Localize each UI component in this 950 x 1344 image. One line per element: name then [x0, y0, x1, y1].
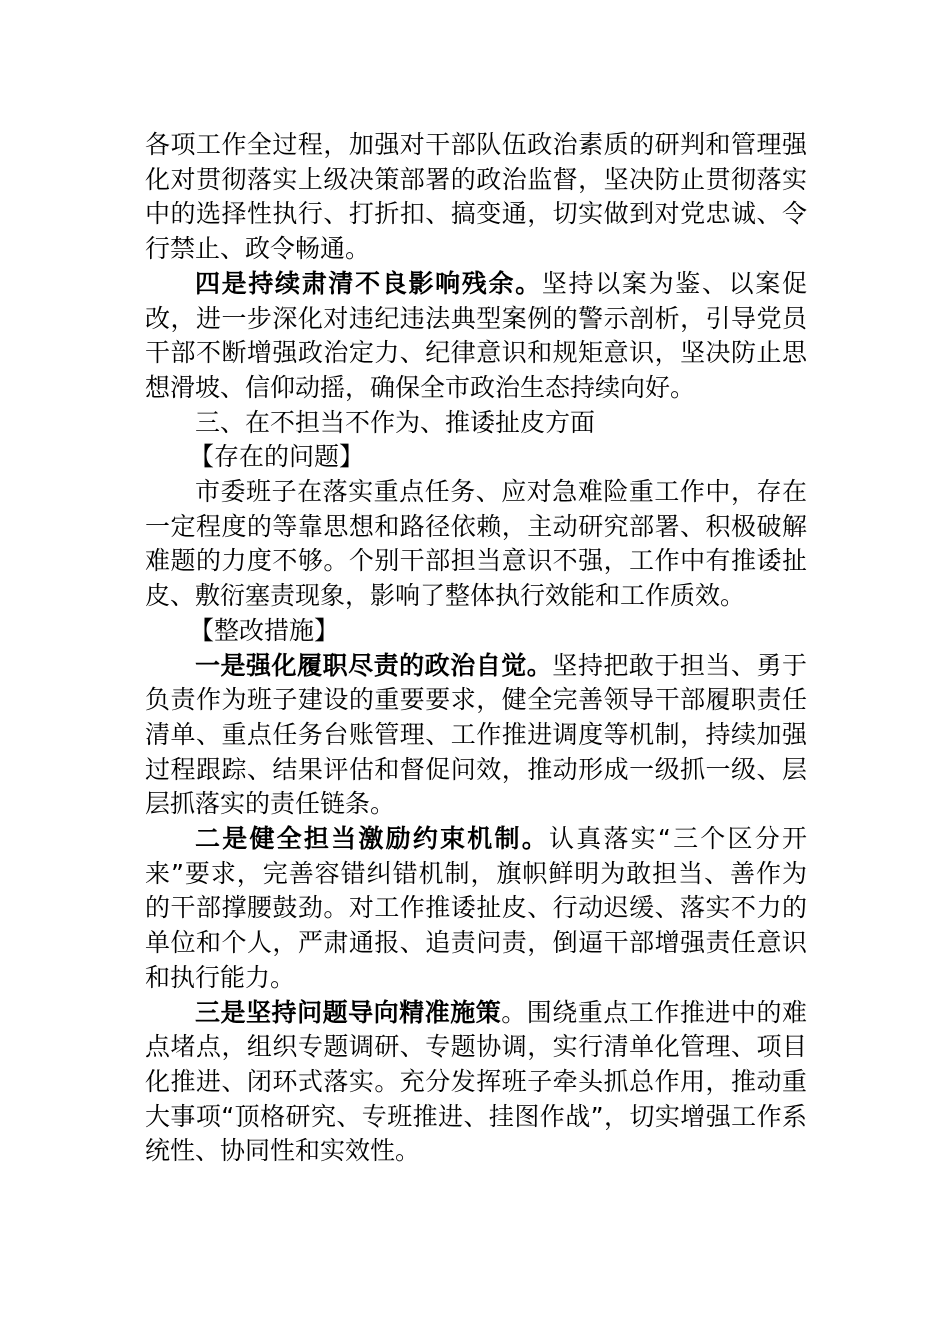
measure-one-body: 坚持把敢于担当、勇于负责作为班子建设的重要要求，健全完善领导干部履职责任清单、重点任务台账管理、工作推进调度等机制，持续加强过程跟踪、结果评估和督促问效，推动形成一级抓一级、层层抓落实的责任链条。: [145, 650, 807, 819]
paragraph-measure-one: [145, 649, 807, 823]
paragraph-measure-three: [145, 996, 807, 1170]
paragraph-measure-two: [145, 822, 807, 996]
measure-three-lead: 三是坚持问题导向精准施策: [195, 997, 502, 1027]
problems-text: 市委班子在落实重点任务、应对急难险重工作中，存在一定程度的等靠思想和路径依赖，主动研究部署、积极破解难题的力度不够。个别干部担当意识不强，工作中有推诿扯皮、敷衍塞责现象，影响了整体执行效能和工作质效。: [145, 477, 807, 611]
measures-label: 【整改措施】: [189, 615, 340, 645]
measure-two-lead: 二是健全担当激励约束机制。: [195, 824, 549, 854]
measure-two-body: 认真落实“三个区分开来”要求，完善容错纠错机制，旗帜鲜明为敢担当、善作为的干部撑腰鼓劲。对工作推诿扯皮、行动迟缓、落实不力的单位和个人，严肃通报、追责问责，倒逼干部增强责任意识和执行能力。: [145, 824, 807, 992]
document-body: [145, 128, 807, 1169]
paragraph-measure-four: [145, 267, 807, 406]
problems-label: 【存在的问题】: [189, 442, 365, 472]
measure-one-lead: 一是强化履职尽责的政治自觉。: [195, 650, 553, 680]
section-three-heading: 三、在不担当不作为、推诿扯皮方面: [195, 407, 596, 437]
paragraph-continued: [145, 128, 807, 267]
measure-four-lead: 四是持续肃清不良影响残余。: [195, 268, 542, 298]
paragraph-problems: [145, 475, 807, 614]
measure-three-body: 。围绕重点工作推进中的难点堵点，组织专题调研、专题协调，实行清单化管理、项目化推进、闭环式落实。充分发挥班子牵头抓总作用，推动重大事项“顶格研究、专班推进、挂图作战”，切实增强工作系统性、协同性和实效性。: [145, 997, 807, 1166]
paragraph-text: 各项工作全过程，加强对干部队伍政治素质的研判和管理强化对贯彻落实上级决策部署的政治监督，坚决防止贯彻落实中的选择性执行、打折扣、搞变通，切实做到对党忠诚、令行禁止、政令畅通。: [145, 130, 807, 264]
measure-four-body: 坚持以案为鉴、以案促改，进一步深化对违纪违法典型案例的警示剖析，引导党员干部不断增强政治定力、纪律意识和规矩意识，坚决防止思想滑坡、信仰动摇，确保全市政治生态持续向好。: [145, 268, 807, 402]
